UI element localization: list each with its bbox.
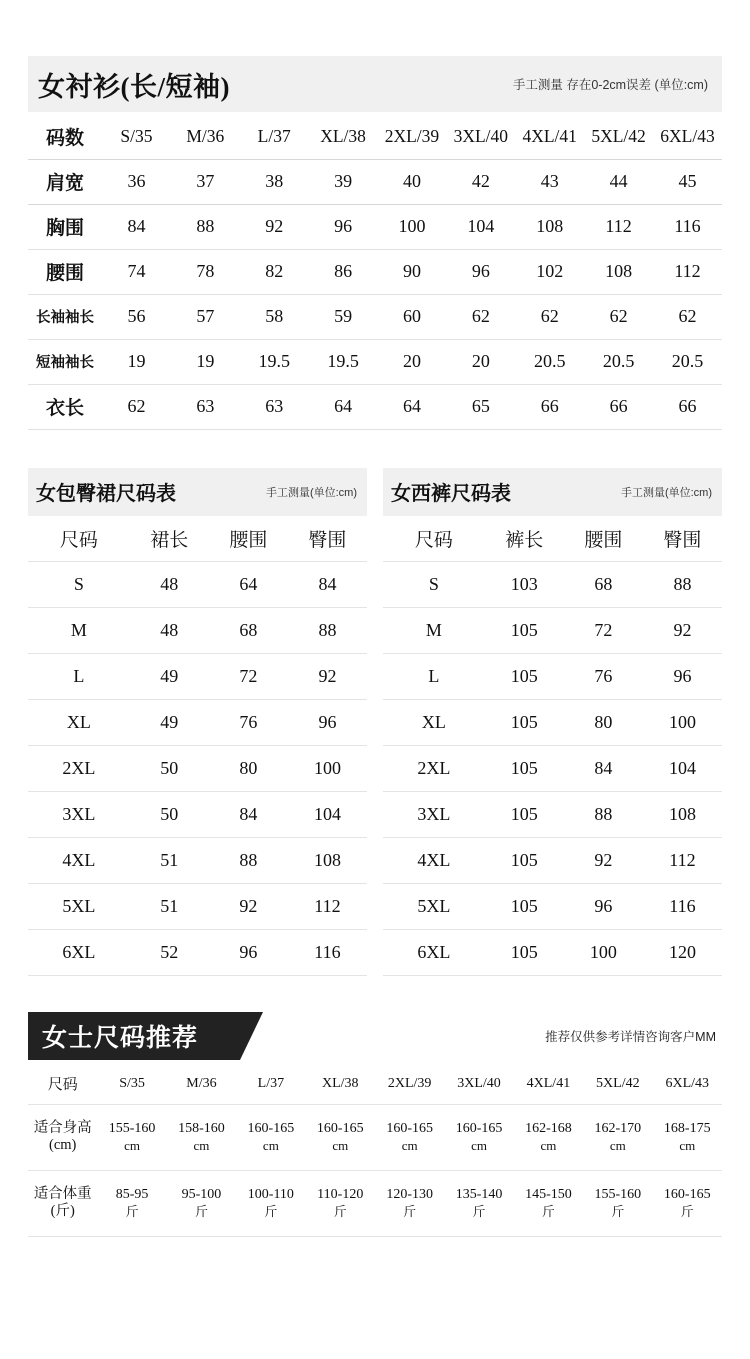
skirt-size-table xyxy=(28,516,367,977)
cell: 63 xyxy=(196,396,215,416)
cell: 60 xyxy=(402,306,421,326)
cell: 2XL xyxy=(62,758,96,778)
cell xyxy=(306,1170,375,1236)
cell: 80 xyxy=(594,712,613,732)
cell-unit: 斤 xyxy=(472,1203,486,1219)
cell: 80 xyxy=(239,758,258,778)
skirt-header-cell: 尺码 xyxy=(59,529,98,551)
table-row xyxy=(383,884,722,930)
cell-unit: 斤 xyxy=(333,1203,347,1219)
cell xyxy=(236,1104,305,1170)
table-row xyxy=(28,838,367,884)
cell: 20 xyxy=(471,351,490,371)
cell: 66 xyxy=(540,396,559,416)
cell: 108 xyxy=(668,804,696,824)
cell: 78 xyxy=(196,261,215,281)
cell-unit: cm xyxy=(401,1137,418,1153)
cell: L xyxy=(73,666,85,686)
pants-panel xyxy=(383,468,722,977)
row-label: 胸围 xyxy=(45,218,84,239)
cell-unit: cm xyxy=(609,1137,626,1153)
cell-value: 160-165 xyxy=(386,1121,433,1137)
cell-unit: 斤 xyxy=(125,1203,139,1219)
cell: 62 xyxy=(471,306,490,326)
table-row xyxy=(28,384,722,429)
cell-value: 85-95 xyxy=(115,1187,149,1203)
cell: 44 xyxy=(609,171,628,191)
cell: 36 xyxy=(127,171,146,191)
cell: 90 xyxy=(402,261,421,281)
cell: 5XL xyxy=(417,896,451,916)
cell-unit: 斤 xyxy=(611,1203,625,1219)
shirt-measure-note: 手工测量 存在0-2cm误差 (单位:cm) xyxy=(512,78,708,92)
skirt-header-cell: 臀围 xyxy=(308,529,347,551)
cell: 96 xyxy=(334,216,353,236)
row-label: 短袖袖长 xyxy=(36,355,94,371)
cell: 100 xyxy=(313,758,341,778)
cell xyxy=(236,1170,305,1236)
cell: XL xyxy=(66,712,91,732)
cell xyxy=(167,1104,236,1170)
table-row xyxy=(28,884,367,930)
cell: 4XL xyxy=(417,850,451,870)
table-row xyxy=(383,792,722,838)
cell: 19.5 xyxy=(258,351,290,371)
cell: 51 xyxy=(160,850,179,870)
rec-header-cell: 3XL/40 xyxy=(457,1075,501,1091)
cell: 105 xyxy=(510,896,538,916)
table-row xyxy=(28,339,722,384)
cell: 104 xyxy=(313,804,341,824)
cell: 62 xyxy=(678,306,697,326)
cell: 112 xyxy=(674,261,701,281)
cell xyxy=(306,1104,375,1170)
table-row xyxy=(28,1104,722,1170)
pants-header-cell: 腰围 xyxy=(584,529,623,551)
cell: 92 xyxy=(594,850,613,870)
cell: 84 xyxy=(239,804,258,824)
cell: 103 xyxy=(510,574,538,594)
cell: 3XL xyxy=(417,804,451,824)
shirt-header-cell: M/36 xyxy=(186,125,225,146)
cell: 105 xyxy=(510,620,538,640)
cell: 72 xyxy=(239,666,258,686)
rec-header-cell: 2XL/39 xyxy=(387,1075,432,1091)
cell: 96 xyxy=(594,896,613,916)
cell: 100 xyxy=(589,942,617,962)
cell: 96 xyxy=(471,261,490,281)
cell: 56 xyxy=(127,306,146,326)
cell: 76 xyxy=(239,712,258,732)
table-row xyxy=(383,562,722,608)
cell: 92 xyxy=(239,896,258,916)
cell xyxy=(97,1104,166,1170)
cell: 63 xyxy=(265,396,284,416)
cell: 5XL xyxy=(62,896,96,916)
shirt-header-cell: 2XL/39 xyxy=(384,125,440,146)
cell-value: 162-168 xyxy=(525,1121,572,1137)
cell: M xyxy=(70,620,87,640)
cell: 64 xyxy=(402,396,421,416)
skirt-section-header xyxy=(28,468,367,516)
cell-value: 120-130 xyxy=(386,1187,433,1203)
cell: 37 xyxy=(196,171,215,191)
cell: 58 xyxy=(265,306,284,326)
shirt-header-cell: 6XL/43 xyxy=(660,125,715,146)
table-header-row xyxy=(28,114,722,159)
row-label: 肩宽 xyxy=(45,173,84,194)
cell: 2XL xyxy=(417,758,451,778)
cell: 45 xyxy=(678,171,697,191)
row-label: 腰围 xyxy=(45,263,84,284)
shirt-size-section xyxy=(28,56,722,430)
cell-value: 160-165 xyxy=(247,1121,295,1137)
cell xyxy=(444,1104,513,1170)
rec-header-cell: S/35 xyxy=(119,1075,145,1091)
pants-header-cell: 裤长 xyxy=(505,529,544,551)
pants-header-cell: 尺码 xyxy=(414,529,453,551)
cell: 105 xyxy=(510,712,538,732)
cell: 102 xyxy=(536,261,564,281)
cell-unit: 斤 xyxy=(541,1203,555,1219)
cell-value: 162-170 xyxy=(594,1121,642,1137)
cell: 96 xyxy=(673,666,692,686)
cell: 62 xyxy=(540,306,559,326)
skirt-measure-note: 手工测量(单位:cm) xyxy=(265,486,357,499)
pants-section-header xyxy=(383,468,722,516)
cell: 64 xyxy=(334,396,353,416)
cell: 62 xyxy=(609,306,628,326)
shirt-size-table xyxy=(28,114,722,430)
cell: 105 xyxy=(510,666,538,686)
cell: S xyxy=(73,574,84,594)
cell-value: 145-150 xyxy=(525,1187,572,1203)
cell: 64 xyxy=(239,574,258,594)
cell-unit: cm xyxy=(124,1137,141,1153)
cell-value: 155-160 xyxy=(594,1187,642,1203)
cell: 66 xyxy=(609,396,628,416)
cell: 96 xyxy=(318,712,337,732)
cell: 92 xyxy=(318,666,337,686)
cell: 108 xyxy=(605,261,633,281)
cell: 72 xyxy=(594,620,613,640)
shirt-header-cell: 4XL/41 xyxy=(522,125,577,146)
cell-value: 168-175 xyxy=(663,1121,711,1137)
cell: 112 xyxy=(605,216,632,236)
cell: 88 xyxy=(673,574,692,594)
row-label: 长袖袖长 xyxy=(36,310,94,326)
table-row xyxy=(28,249,722,294)
cell: 92 xyxy=(265,216,284,236)
cell: 104 xyxy=(668,758,696,778)
cell: 96 xyxy=(239,942,258,962)
cell: 43 xyxy=(540,171,559,191)
cell: 92 xyxy=(673,620,692,640)
cell: 38 xyxy=(265,171,284,191)
cell: 50 xyxy=(160,804,179,824)
cell xyxy=(653,1104,722,1170)
cell-unit: cm xyxy=(193,1137,210,1153)
cell: 84 xyxy=(127,216,146,236)
cell-value: 160-165 xyxy=(663,1187,711,1203)
rec-header-cell: L/37 xyxy=(257,1075,285,1091)
cell-unit: cm xyxy=(540,1137,557,1153)
cell: 100 xyxy=(668,712,696,732)
cell: 108 xyxy=(536,216,564,236)
skirt-header-cell: 裙长 xyxy=(150,529,189,551)
cell xyxy=(653,1170,722,1236)
table-row xyxy=(28,930,367,976)
cell xyxy=(514,1104,583,1170)
cell: 105 xyxy=(510,804,538,824)
pants-header-cell: 臀围 xyxy=(663,529,702,551)
pants-size-table xyxy=(383,516,722,977)
cell: 42 xyxy=(471,171,490,191)
cell: 100 xyxy=(398,216,426,236)
cell: 19.5 xyxy=(327,351,359,371)
table-row xyxy=(28,1170,722,1236)
cell: 49 xyxy=(160,666,179,686)
cell: 108 xyxy=(313,850,341,870)
table-row xyxy=(383,700,722,746)
cell: M xyxy=(425,620,442,640)
cell: 20.5 xyxy=(671,351,704,371)
size-chart-page xyxy=(0,56,750,1359)
shirt-header-cell: XL/38 xyxy=(320,125,366,146)
cell: S xyxy=(428,574,439,594)
rec-header-cell: 6XL/43 xyxy=(665,1075,710,1091)
cell-value: 160-165 xyxy=(455,1121,503,1137)
cell: 120 xyxy=(668,942,696,962)
cell: 105 xyxy=(510,758,538,778)
shirt-header-cell: L/37 xyxy=(257,125,291,146)
cell: 51 xyxy=(160,896,179,916)
skirt-title: 女包臀裙尺码表 xyxy=(36,483,176,505)
cell: L xyxy=(428,666,440,686)
cell-value: 158-160 xyxy=(178,1121,225,1137)
rec-header-cell: 5XL/42 xyxy=(596,1075,640,1091)
cell: 49 xyxy=(160,712,179,732)
cell: 86 xyxy=(334,261,353,281)
cell-unit: 斤 xyxy=(264,1203,278,1219)
table-row xyxy=(383,838,722,884)
recommendation-title: 女士尺码推荐 xyxy=(28,1012,240,1060)
table-row xyxy=(28,294,722,339)
cell: 76 xyxy=(594,666,613,686)
table-row xyxy=(28,654,367,700)
row-label: 适合身高(cm) xyxy=(33,1120,92,1153)
table-row xyxy=(28,608,367,654)
cell-unit: cm xyxy=(262,1137,279,1153)
cell xyxy=(444,1170,513,1236)
table-row xyxy=(383,608,722,654)
cell-unit: cm xyxy=(332,1137,349,1153)
cell: 116 xyxy=(674,216,701,236)
cell-value: 160-165 xyxy=(316,1121,364,1137)
rec-header-cell: 4XL/41 xyxy=(526,1075,571,1091)
shirt-header-cell: S/35 xyxy=(120,125,153,146)
pants-title: 女西裤尺码表 xyxy=(391,483,511,505)
shirt-header-cell: 码数 xyxy=(45,127,84,149)
cell: 68 xyxy=(239,620,258,640)
cell-value: 135-140 xyxy=(455,1187,503,1203)
cell: XL xyxy=(421,712,446,732)
table-row xyxy=(383,930,722,976)
cell: 6XL xyxy=(62,942,96,962)
cell: 116 xyxy=(314,942,341,962)
cell: 20 xyxy=(402,351,421,371)
cell: 66 xyxy=(678,396,697,416)
cell-unit: cm xyxy=(471,1137,487,1153)
table-row xyxy=(28,746,367,792)
shirt-title: 女衬衫(长/短袖) xyxy=(38,71,230,102)
shirt-header-cell: 5XL/42 xyxy=(591,125,646,146)
cell: 59 xyxy=(334,306,353,326)
table-row xyxy=(28,700,367,746)
shirt-section-header xyxy=(28,56,722,112)
cell: 19 xyxy=(196,351,215,371)
cell-unit: 斤 xyxy=(194,1203,208,1219)
table-row xyxy=(28,204,722,249)
recommendation-table xyxy=(28,1064,722,1237)
cell-unit: 斤 xyxy=(680,1203,694,1219)
rec-header-cell: XL/38 xyxy=(321,1075,359,1091)
skirt-pants-section xyxy=(28,468,722,977)
cell: 116 xyxy=(669,896,696,916)
table-row xyxy=(28,159,722,204)
cell: 84 xyxy=(318,574,337,594)
cell: 104 xyxy=(467,216,495,236)
table-header-row xyxy=(28,516,367,562)
cell: 65 xyxy=(471,396,490,416)
cell: 50 xyxy=(160,758,179,778)
cell: 74 xyxy=(127,261,146,281)
cell: 105 xyxy=(510,850,538,870)
table-row xyxy=(383,746,722,792)
cell: 62 xyxy=(127,396,146,416)
cell: 112 xyxy=(669,850,696,870)
table-header-row xyxy=(383,516,722,562)
cell: 40 xyxy=(402,171,421,191)
cell xyxy=(583,1170,652,1236)
cell: 112 xyxy=(314,896,341,916)
cell xyxy=(97,1170,166,1236)
cell-value: 155-160 xyxy=(108,1121,156,1137)
cell: 20.5 xyxy=(533,351,566,371)
pants-measure-note: 手工测量(单位:cm) xyxy=(620,486,712,499)
cell xyxy=(167,1170,236,1236)
cell-value: 100-110 xyxy=(247,1187,294,1203)
recommendation-section xyxy=(28,1012,722,1237)
row-label: 衣长 xyxy=(45,398,84,419)
cell: 84 xyxy=(594,758,613,778)
cell xyxy=(514,1170,583,1236)
row-label: 适合体重(斤) xyxy=(33,1186,92,1219)
table-header-row xyxy=(28,1064,722,1104)
cell: 48 xyxy=(160,574,179,594)
cell-value: 95-100 xyxy=(181,1187,222,1203)
skirt-panel xyxy=(28,468,367,977)
cell: 20.5 xyxy=(602,351,635,371)
rec-header-cell: M/36 xyxy=(186,1075,217,1091)
cell: 57 xyxy=(196,306,215,326)
cell: 4XL xyxy=(62,850,96,870)
rec-header-cell: 尺码 xyxy=(47,1077,78,1094)
cell: 6XL xyxy=(417,942,451,962)
cell: 88 xyxy=(196,216,215,236)
cell: 52 xyxy=(160,942,179,962)
recommendation-header xyxy=(28,1012,722,1060)
cell: 88 xyxy=(594,804,613,824)
cell: 39 xyxy=(334,171,353,191)
table-row xyxy=(28,792,367,838)
cell-unit: 斤 xyxy=(403,1203,417,1219)
cell: 3XL xyxy=(62,804,96,824)
cell xyxy=(375,1170,444,1236)
cell: 105 xyxy=(510,942,538,962)
cell: 19 xyxy=(127,351,146,371)
skirt-header-cell: 腰围 xyxy=(229,529,268,551)
cell-value: 110-120 xyxy=(317,1187,364,1203)
cell xyxy=(583,1104,652,1170)
recommendation-note: 推荐仅供参考详情咨询客户MM xyxy=(545,1030,716,1044)
cell: 82 xyxy=(265,261,284,281)
cell: 88 xyxy=(318,620,337,640)
table-row xyxy=(383,654,722,700)
table-row xyxy=(28,562,367,608)
cell: 68 xyxy=(594,574,613,594)
cell: 48 xyxy=(160,620,179,640)
shirt-header-cell: 3XL/40 xyxy=(453,125,509,146)
cell xyxy=(375,1104,444,1170)
cell: 88 xyxy=(239,850,258,870)
cell-unit: cm xyxy=(679,1137,696,1153)
